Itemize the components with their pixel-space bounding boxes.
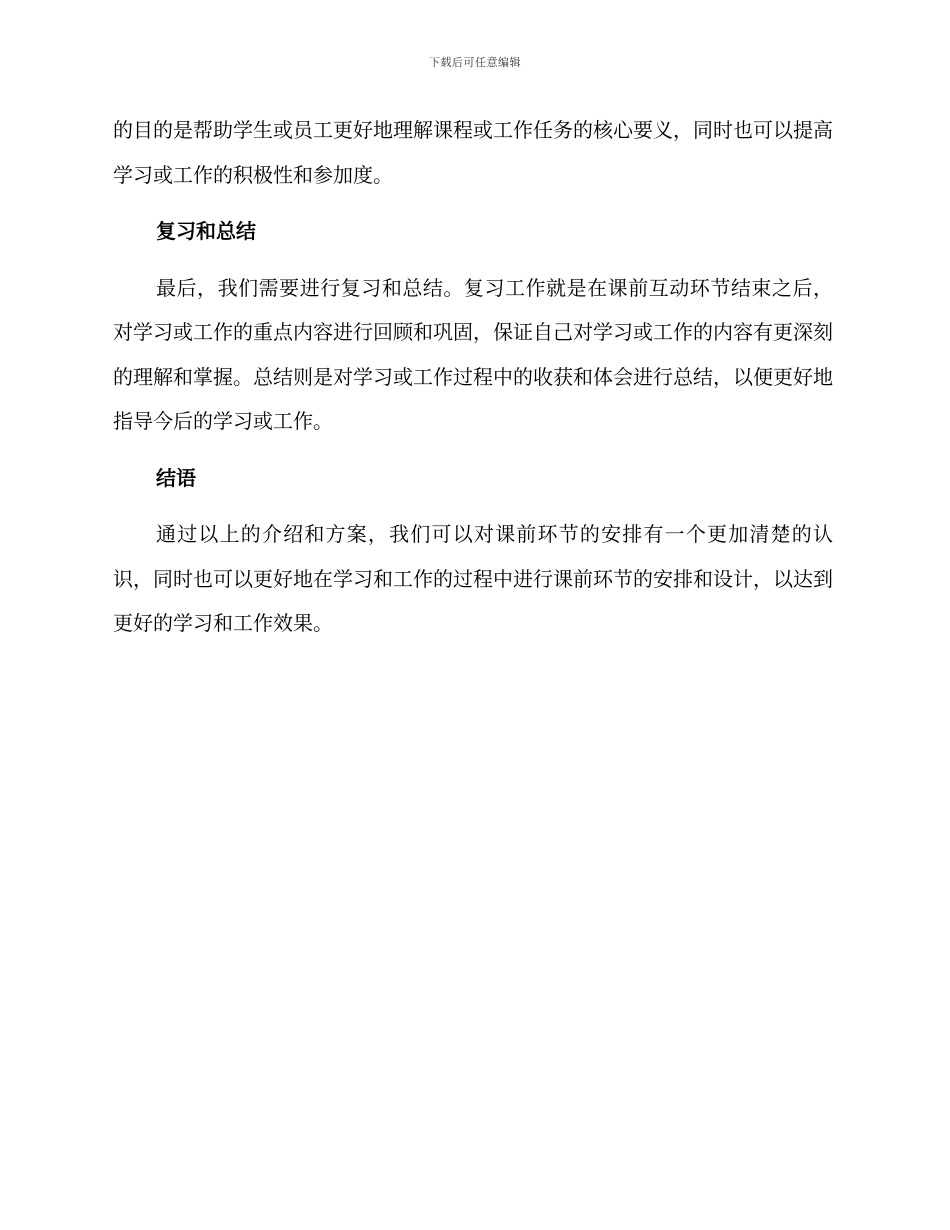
section-heading-review: 复习和总结	[156, 219, 256, 243]
paragraph-conclusion: 通过以上的介绍和方案，我们可以对课前环节的安排有一个更加清楚的认识，同时也可以更好地在学习和工作的过程中进行课前环节的安排和设计，以达到更好的学习和工作效果。	[113, 522, 833, 635]
document-body	[113, 108, 833, 658]
header-note: 下载后可任意编辑	[429, 56, 521, 69]
section-heading-conclusion: 结语	[156, 465, 196, 490]
paragraph-continued: 的目的是帮助学生或员工更好地理解课程或工作任务的核心要义，同时也可以提高学习或工作的积极性和参加度。	[113, 118, 833, 187]
paragraph-review: 最后，我们需要进行复习和总结。复习工作就是在课前互动环节结束之后，对学习或工作的重点内容进行回顾和巩固，保证自己对学习或工作的内容有更深刻的理解和掌握。总结则是对学习或工作过程中的收获和体会进行总结，以便更好地指导今后的学习或工作。	[113, 275, 833, 433]
